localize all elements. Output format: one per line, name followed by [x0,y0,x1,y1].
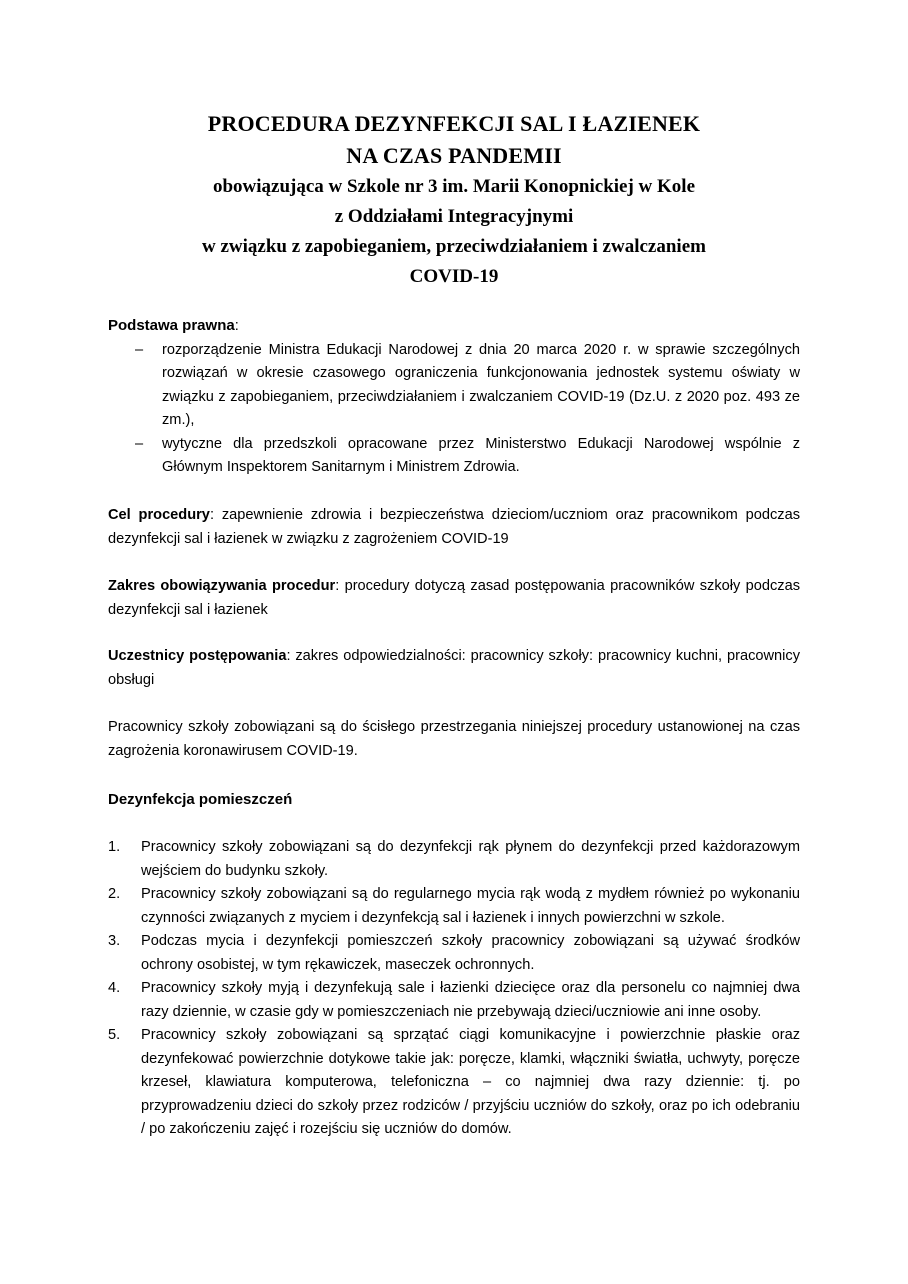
scope-label: Zakres obowiązywania procedur [108,578,336,594]
goal-paragraph [108,504,800,551]
dash-marker: – [135,341,144,358]
list-item-text: Pracownicy szkoły zobowiązani są do dezynfekcji rąk płynem do dezynfekcji przed każdorazowym wejściem do budynku szkoły. [141,839,800,879]
title-line-4: z Oddziałami Integracyjnymi [334,206,574,227]
list-number: 2. [108,886,121,902]
title-line-5: w związku z zapobieganiem, przeciwdziałaniem i zwalczaniem [202,236,706,257]
list-item [108,1024,800,1142]
list-number: 4. [108,980,121,996]
participants-paragraph [108,645,800,692]
list-item [108,433,800,480]
scope-text: : procedury dotyczą zasad postępowania pracowników szkoły podczas dezynfekcji sal i łazienek [108,578,800,618]
list-item-text: Pracownicy szkoły myją i dezynfekują sale i łazienki dziecięce oraz dla personelu co najmniej dwa razy dziennie, w czasie gdy w pomieszczeniach nie przebywają dzieci/uczniowie ani inne osoby. [141,980,800,1020]
list-item-text: Pracownicy szkoły zobowiązani są do regularnego mycia rąk wodą z mydłem również po wykonaniu czynności związanych z myciem i dezynfekcją sal i łazienek i innych powierzchni w szkole. [141,886,800,926]
disinfection-section [108,836,800,1142]
list-item-text: Pracownicy szkoły zobowiązani są sprzątać ciągi komunikacyjne i powierzchnie płaskie oraz dezynfekować powierzchnie dotykowe takie jak: poręcze, klamki, włączniki światła, uchwyty, poręcze krzeseł, klawiatura komputerowa, telefoniczna – co najmniej dwa razy dziennie: tj. po przyprowadzeniu dzieci do szkoły przez rodziców / przyjściu uczniów do szkoły, oraz po ich odebraniu / po zakończeniu zajęć i rozejściu się uczniów do domów. [141,1027,800,1137]
goal-text: : zapewnienie zdrowia i bezpieczeństwa dzieciom/uczniom oraz pracownikom podczas dezynfekcji sal i łazienek w związku z zagrożeniem COVID-19 [108,507,800,547]
title-line-3: obowiązująca w Szkole nr 3 im. Marii Konopnickiej w Kole [212,176,696,197]
list-item-text: Podczas mycia i dezynfekcji pomieszczeń szkoły pracownicy zobowiązani są używać środków ochrony osobistej, w tym rękawiczek, maseczek ochronnych. [141,933,800,973]
list-item [108,836,800,883]
disinfection-list [108,836,800,1142]
list-item [108,883,800,930]
scope-paragraph [108,575,800,622]
list-item-text: rozporządzenie Ministra Edukacji Narodowej z dnia 20 marca 2020 r. w sprawie szczególnych rozwiązań w okresie czasowego ograniczenia funkcjonowania jednostek systemu oświaty w związku z zapobieganiem, przeciwdziałaniem i zwalczaniem COVID-19 (Dz.U. z 2020 poz. 493 ze zm.), [162,341,800,428]
legal-basis-list [108,339,800,480]
list-item [108,977,800,1024]
list-item [108,930,800,977]
dash-marker: – [135,435,144,452]
list-item [108,339,800,433]
legal-basis-heading [108,314,800,339]
list-item-text: wytyczne dla przedszkoli opracowane przez Ministerstwo Edukacji Narodowej wspólnie z Głównym Inspektorem Sanitarnym i Ministrem Zdrowia. [162,435,800,475]
title-line-1: PROCEDURA DEZYNFEKCJI SAL I ŁAZIENEK [207,111,701,136]
list-number: 3. [108,933,121,949]
goal-label: Cel procedury [108,507,210,523]
document-title [0,108,908,292]
list-number: 1. [108,839,121,855]
participants-text: : zakres odpowiedzialności: pracownicy szkoły: pracownicy kuchni, pracownicy obsługi [108,648,800,688]
legal-basis-label: Podstawa prawna [108,317,235,334]
participants-label: Uczestnicy postępowania [108,648,287,664]
disinfection-heading-text: Dezynfekcja pomieszczeń [108,791,293,808]
list-number: 5. [108,1027,121,1043]
obligation-paragraph: Pracownicy szkoły zobowiązani są do ścisłego przestrzegania niniejszej procedury ustanowionej na czas zagrożenia koronawirusem COVID-19. [108,719,800,759]
disinfection-heading [108,788,800,813]
legal-basis-colon: : [234,318,239,334]
legal-basis-section [108,314,800,480]
title-line-2: NA CZAS PANDEMII [346,143,562,168]
title-line-6: COVID-19 [409,266,499,287]
